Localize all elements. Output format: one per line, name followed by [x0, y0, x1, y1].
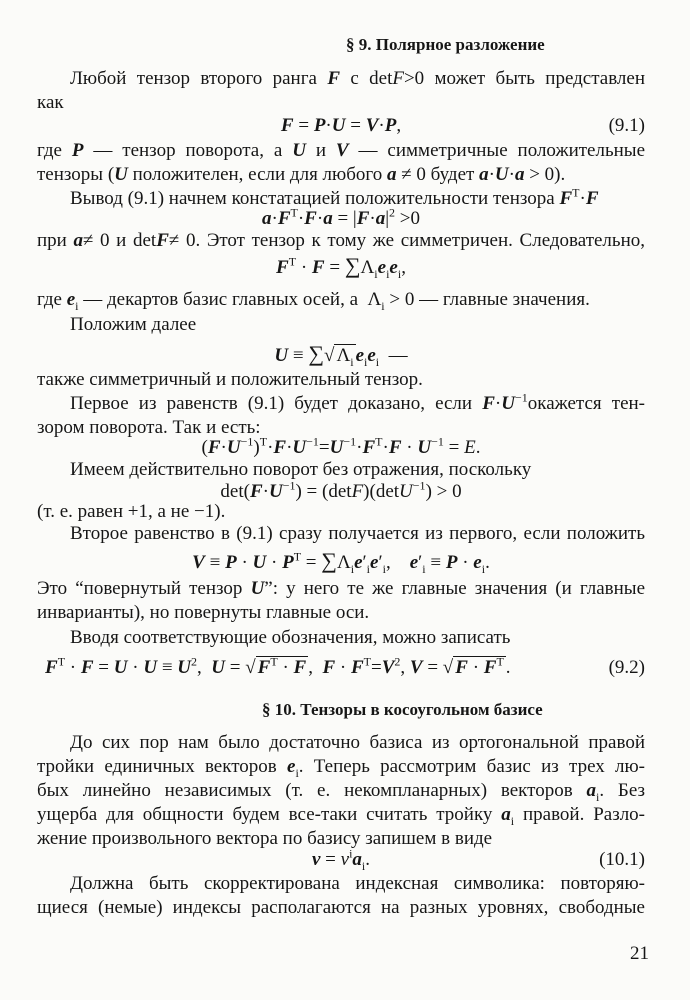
- text-line: Должна быть скорректирована индексная символика: повторяю-: [70, 873, 645, 894]
- text-line: как: [37, 92, 64, 113]
- equation: U ≡ ∑√ $\Lambda_i$ $e_ie_i$ —: [274, 341, 408, 369]
- text-line: До сих пор нам было достаточно базиса из ортогональной правой: [70, 732, 645, 753]
- text-line: жение произвольного вектора по базису запишем в виде: [37, 828, 493, 849]
- equation-number: (9.1): [608, 115, 645, 136]
- text-line: Второе равенство в (9.1) сразу получается из первого, если положить: [70, 523, 645, 544]
- section-10-heading: § 10. Тензоры в косоугольном базисе: [262, 700, 543, 719]
- text-line: тензоры (U положителен, если для любого a ≠ 0 будет a·U·a > 0).: [37, 164, 566, 185]
- text-line: также симметричный и положительный тензор.: [37, 369, 423, 390]
- equation: $V \equiv P \cdot U \cdot P^T = \sum\Lambda_ie'_ie'_i$, $e'_i \equiv P \cdot e_i$.: [192, 548, 490, 576]
- text-line: инварианты), но повернуты главные оси.: [37, 602, 370, 623]
- text-line: Имеем действительно поворот без отражения, поскольку: [70, 459, 532, 480]
- equation-number: (9.2): [608, 657, 645, 678]
- text-line: при a≠ 0 и detF≠ 0. Этот тензор к тому же симметричен. Следовательно,: [37, 230, 646, 251]
- text-line: где P — тензор поворота, а U и V — симметричные положительные: [37, 140, 645, 161]
- equation: $(F\cdot U^{-1})^T\cdot F\cdot U^{-1}=U^{-1}\cdot F^T\cdot F \cdot U^{-1} = E$.: [201, 434, 481, 458]
- text-line: Первое из равенств (9.1) будет доказано, если $F\cdot U^{-1}окажется$ тен-: [70, 390, 645, 414]
- equation: $\det(F\cdot U^{-1}) = (\det F)(\det U^{-1}) > 0$: [220, 478, 462, 502]
- text-line: тройки единичных векторов $e_i$. Теперь рассмотрим базис из трех лю-: [37, 756, 646, 780]
- text-line: щиеся (немые) индексы располагаются на разных уровнях, свободные: [37, 897, 645, 918]
- text-line: (т. е. равен +1, а не −1).: [37, 501, 226, 522]
- page-number: 21: [630, 943, 649, 964]
- text-line: где $e_i$ — декартов базис главных осей, а $\Lambda_i > 0$ — главные значения.: [37, 289, 590, 313]
- text-line: Вводя соответствующие обозначения, можно записать: [70, 627, 511, 648]
- text-line: Вывод (9.1) начнем констатацией положительности тензора $F^T\cdot F$: [70, 185, 599, 209]
- equation: $F^T \cdot F = \sum\Lambda_ie_ie_i$,: [276, 253, 406, 281]
- text-line: Любой тензор второго ранга F с detF>0 может быть представлен: [70, 68, 646, 89]
- text-line: Положим далее: [70, 314, 197, 335]
- equation-number: (10.1): [599, 849, 645, 870]
- section-9-heading: § 9. Полярное разложение: [346, 35, 545, 54]
- text-line: бых линейно независимых (т. е. некомпланарных) векторов $a_i$. Без: [37, 780, 645, 804]
- equation-9-2: $F^T \cdot F = U \cdot U \equiv U^2$, U = √ $F^T \cdot F$ , $F \cdot F^T=V^2$, V = √ $F \cdot F^T$ . (9.2): [45, 654, 645, 678]
- text-line: зором поворота. Так и есть:: [37, 417, 261, 438]
- equation: $a\cdot F^T\cdot F\cdot a = |F\cdot a|^2 >0$: [261, 205, 421, 229]
- equation-10-1: $v = v^ia_i$. (10.1): [311, 846, 645, 873]
- text-line: Это “повернутый тензор U”: у него те же главные значения (и главные: [37, 578, 645, 599]
- text-line: ущерба для общности будем все-таки считать тройку $a_i$ правой. Разло-: [37, 804, 646, 828]
- equation-9-1: F = P·U = V·P, (9.1): [280, 115, 645, 136]
